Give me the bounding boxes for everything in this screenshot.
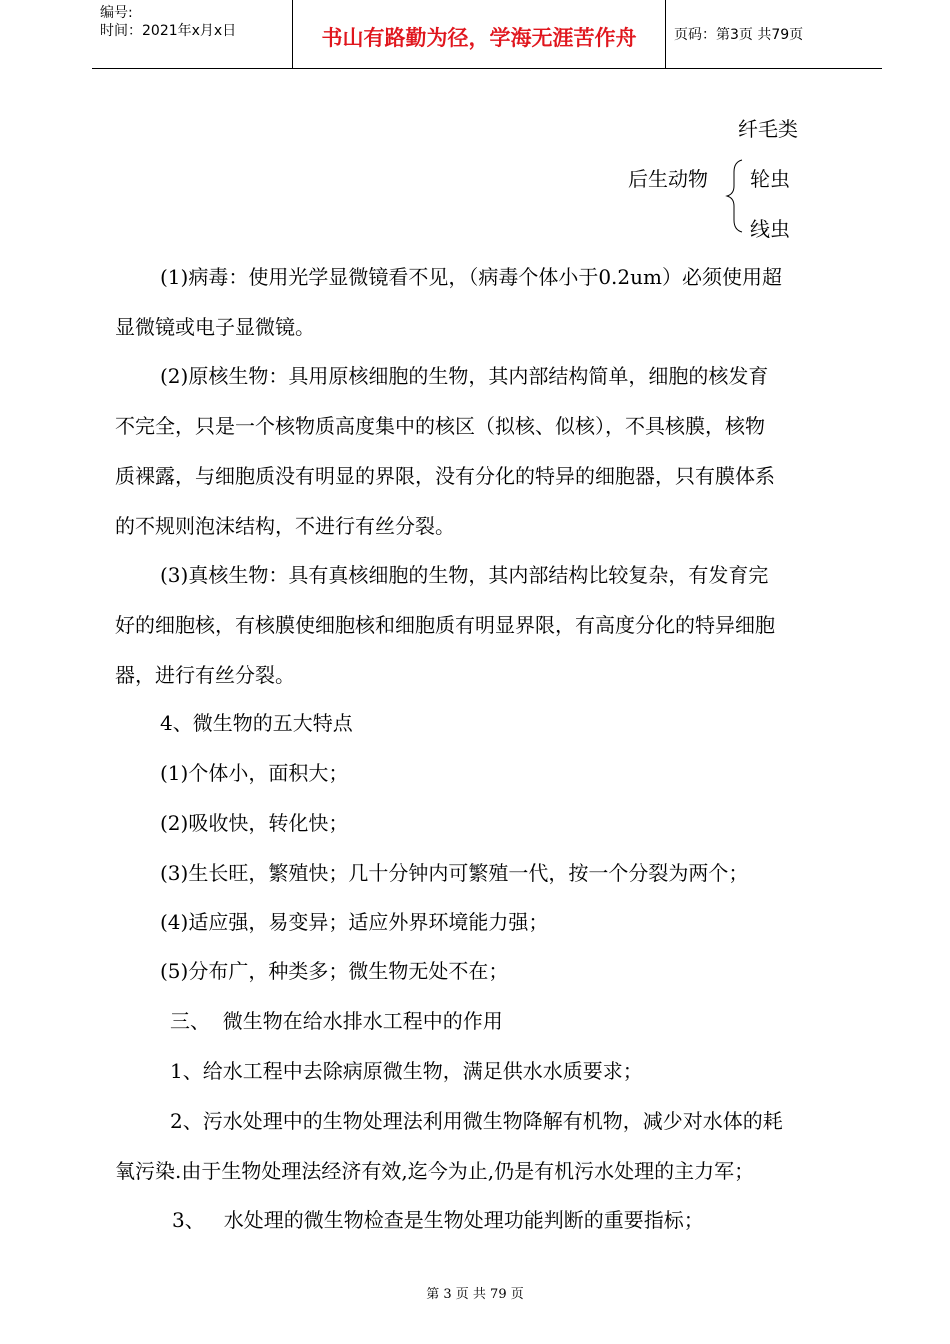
paragraph-prokaryote: [115, 351, 855, 551]
feature-item: (5)分布广，种类多；微生物无处不在；: [160, 959, 509, 983]
taxonomy-item: 线虫: [750, 217, 790, 241]
header-motto: 书山有路勤为径，学海无涯苦作舟: [321, 26, 637, 50]
text-line: (3)真核生物：具有真核细胞的生物，其内部结构比较复杂，有发育完: [160, 563, 769, 587]
feature-item: (1)个体小，面积大；: [160, 761, 349, 785]
page-footer: 第 3 页 共 79 页: [426, 1287, 524, 1302]
text-line: 2、污水处理中的生物处理法利用微生物降解有机物，减少对水体的耗: [170, 1109, 783, 1133]
header-meta: [100, 4, 236, 40]
section-heading: 三、 微生物在给水排水工程中的作用: [170, 1009, 503, 1033]
text-line: 质裸露，与细胞质没有明显的界限，没有分化的特异的细胞器，只有膜体系: [115, 464, 775, 488]
feature-item: (4)适应强，易变异；适应外界环境能力强；: [160, 910, 549, 934]
header-divider: [92, 68, 882, 69]
role-item: 1、给水工程中去除病原微生物，满足供水水质要求；: [170, 1059, 643, 1083]
text-line: 的不规则泡沫结构，不进行有丝分裂。: [115, 514, 455, 538]
feature-item: (3)生长旺，繁殖快；几十分钟内可繁殖一代，按一个分裂为两个；: [160, 861, 749, 885]
text-line: 显微镜或电子显微镜。: [115, 315, 315, 339]
taxonomy-item: 轮虫: [750, 167, 790, 191]
header-column-divider: [665, 0, 666, 68]
role-item: [115, 1096, 855, 1196]
text-line: 好的细胞核，有核膜使细胞核和细胞质有明显界限，有高度分化的特异细胞: [115, 613, 775, 637]
text-line: 氧污染.由于生物处理法经济有效,迄今为止,仍是有机污水处理的主力军；: [115, 1159, 755, 1183]
section-heading: 4、微生物的五大特点: [160, 711, 353, 735]
taxonomy-group: 后生动物: [628, 167, 708, 191]
paragraph-virus: [115, 252, 855, 352]
text-line: (1)病毒：使用光学显微镜看不见，（病毒个体小于0.2um）必须使用超: [160, 265, 782, 289]
paragraph-eukaryote: [115, 550, 855, 700]
text-line: 器，进行有丝分裂。: [115, 663, 295, 687]
feature-item: (2)吸收快，转化快；: [160, 811, 349, 835]
text-line: 不完全，只是一个核物质高度集中的核区（拟核、似核），不具核膜，核物: [115, 414, 765, 438]
text-line: (2)原核生物：具用原核细胞的生物，其内部结构简单，细胞的核发育: [160, 364, 769, 388]
header-page-label: 页码：第3页 共79页: [674, 27, 804, 43]
document-time-label: 时间：2021年x月x日: [100, 23, 237, 39]
curly-brace-icon: [724, 158, 748, 234]
role-item: 3、 水处理的微生物检查是生物处理功能判断的重要指标；: [172, 1208, 704, 1232]
taxonomy-item: 纤毛类: [738, 117, 798, 141]
document-number-label: 编号:: [100, 5, 133, 21]
